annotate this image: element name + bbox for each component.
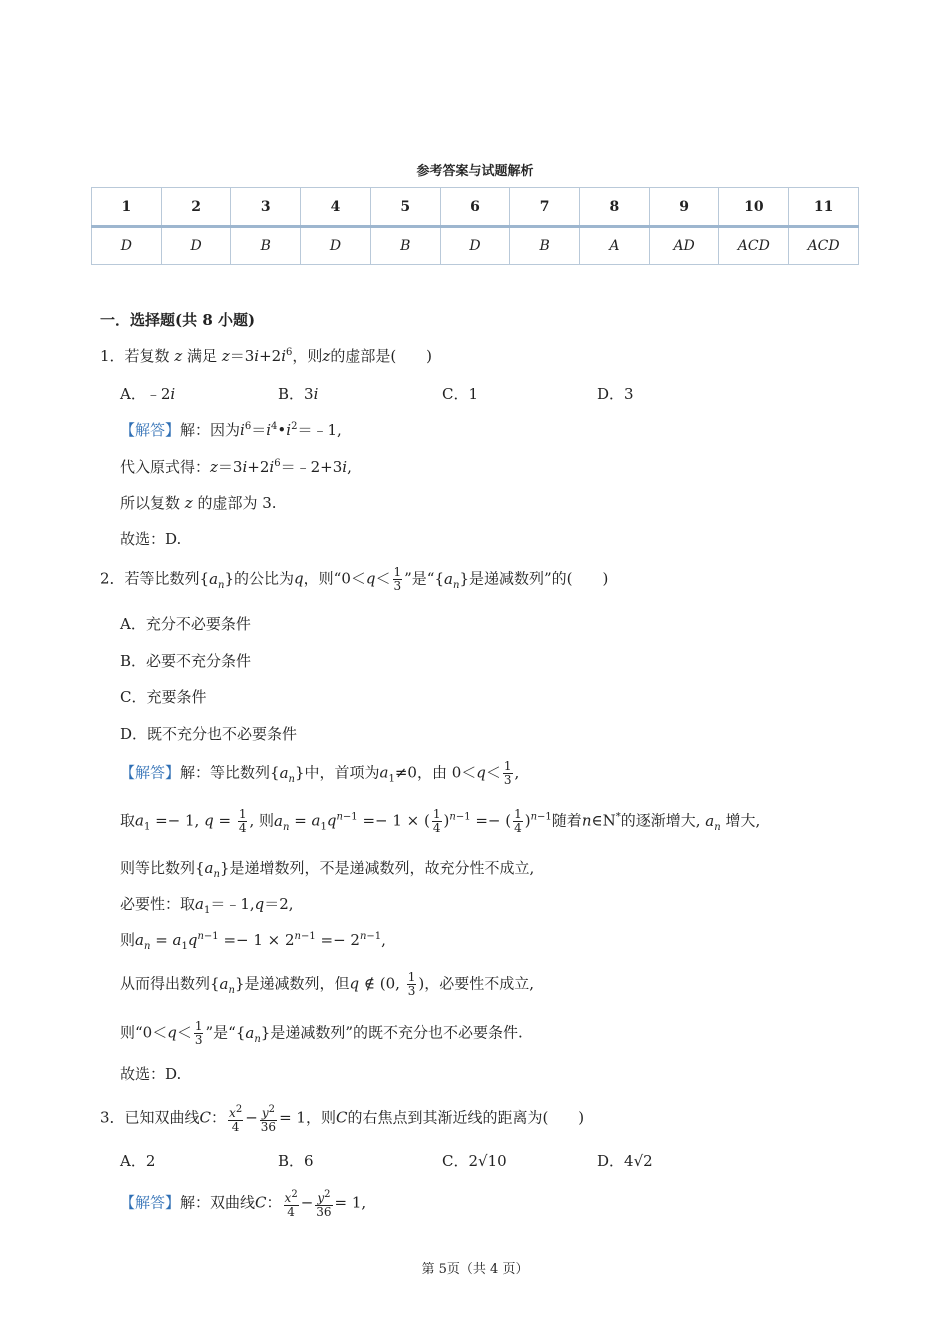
q2-stem-text: 2．若等比数列{ [100,569,210,588]
q2-option-b: B．必要不充分条件 [120,652,252,670]
q1-solution-text: ＝﹣2+3 [280,458,343,476]
q2-solution-text: }是递增数列，不是递减数列，故充分性不成立, [219,859,535,877]
q2-solution-text: }中，首项为 [294,763,380,782]
q2-solution-line-1: 【解答】解：等比数列$\{a_n\}$中，首项为$a_1\ne 0$，由 0＜q＜ $\frac{1}{3}$ , [120,759,520,787]
fraction-one-quarter: $\frac{1}{4}$ [432,807,441,835]
q2-solution-text: }是递减数列”的既不充分也不必要条件. [260,1023,523,1042]
answer-cell: A [580,227,650,265]
q2-solution-text: 增大, [725,811,761,830]
q2-solution-text: ∈N [591,811,616,830]
q1-option-text: B．3 [278,385,314,403]
header-cell: 3 [231,188,301,227]
answer-cell: D [92,227,162,265]
q3-option-a: A．2 [120,1152,156,1170]
q1-solution-text: 所以复数 [120,494,181,512]
fraction-y2-over-36: $\frac{y^2}{36}$ [260,1104,277,1134]
fraction-x2-over-4: $\frac{x^2}{4}$ [284,1189,298,1219]
q1-solution-text: 代入原式得： [120,458,211,476]
answer-cell: ACD [719,227,789,265]
fraction-y2-over-36: $\frac{y^2}{36}$ [316,1189,332,1219]
q1-solution-line-3: 所以复数 z 的虚部为 3. [120,494,277,512]
answer-cell: D [161,227,231,265]
solution-tag: 【解答】 [120,1193,181,1212]
question-2-stem: 2．若等比数列$\{a_n\}$的公比为q，则“0＜q＜ $\frac{1}{3}$ ”是“$\{a_n\}$是递减数列”的( ) [100,565,609,593]
q3-stem-text: 3．已知双曲线 [100,1108,200,1127]
answer-cell: ACD [789,227,859,265]
answer-table-header-row [92,188,859,227]
q2-solution-line-8: 故选：D. [120,1065,182,1083]
fraction-x2-over-4: $\frac{x^2}{4}$ [229,1104,243,1134]
q2-solution-text: ＝﹣1, [210,895,255,913]
q3-solution-text: 解：双曲线 [180,1193,256,1212]
q2-solution-text: 随着 [551,811,582,830]
q3-stem-text: ，则 [305,1108,336,1127]
q2-solution-text: 则等比数列{ [120,859,205,877]
q1-option-b: B．3i [278,385,319,403]
solution-tag: 【解答】 [120,421,181,439]
question-3-stem: 3．已知双曲线C： $\frac{x^2}{4}$ − $\frac{y^2}{36}$ = 1，则C的右焦点到其渐近线的距离为( ) [100,1104,585,1134]
header-cell: 8 [580,188,650,227]
q1-option-text: A．﹣2 [120,385,171,403]
header-cell: 11 [789,188,859,227]
answer-table-value-row [92,227,859,265]
header-cell: 4 [301,188,371,227]
q2-solution-text: ＜ [176,1023,192,1042]
fraction-one-third: $\frac{1}{3}$ [407,970,416,998]
fraction-one-third: $\frac{1}{3}$ [503,759,512,787]
fraction-one-third: $\frac{1}{3}$ [194,1019,203,1047]
q2-solution-line-3: 则等比数列$\{a_n\}$是递增数列，不是递减数列，故充分性不成立, [120,859,535,880]
q2-option-d: D．既不充分也不必要条件 [120,725,298,743]
q3-option-d: D．4√2 [597,1152,653,1170]
q1-option-d: D．3 [597,385,634,403]
q2-solution-line-6: 从而得出数列$\{a_n\}$是递减数列，但q ∉ (0, $\frac{1}{3}$ )，必要性不成立, [120,970,534,998]
header-cell: 9 [649,188,719,227]
page-footer: 第 5页（共 4 页） [421,1262,529,1277]
q1-option-c: C．1 [442,385,479,403]
q2-solution-text: ”是“{ [205,1023,246,1042]
q2-stem-text: ”是“{ [404,569,445,588]
q1-solution-text: 解：因为 [180,421,241,439]
q2-option-c: C．充要条件 [120,688,207,706]
q1-solution-line-1: 【解答】解：因为$i^6=i^4•i^2=﹣1$, [120,421,342,439]
q2-solution-text: 从而得出数列{ [120,974,220,993]
q2-solution-text: 解：等比数列{ [180,763,280,782]
q1-stem-text: 的虚部是( ) [330,347,433,365]
q2-solution-line-7: 则“0＜q＜ $\frac{1}{3}$ ”是“$\{a_n\}$是递减数列”的既不充分也不必要条件. [120,1019,523,1047]
header-cell: 2 [161,188,231,227]
q2-solution-text: 则“0＜ [120,1023,168,1042]
q2-solution-text: ＝2, [264,895,294,913]
question-1-stem: 1．若复数 z 满足 $z=3i+2i^6$，则z的虚部是( ) [100,347,433,365]
q2-solution-text: }是递减数列，但 [234,974,350,993]
header-cell: 6 [440,188,510,227]
q1-solution-text: 的虚部为 3. [197,494,277,512]
q2-solution-text: 则 [120,931,136,949]
q1-stem-text: 1．若复数 [100,347,170,365]
q2-solution-line-2: 取$a_1 =- 1$, q = $\frac{1}{4}$ , 则$a_n = a_1q^{n-1} =- 1$ × ( $\frac{1}{4}$ )$^{n-1}$ =− ( $\frac{1}{4}$ )$^{n-1}$随着n∈N*的逐渐增大, $a_n$ 增大, [120,807,761,835]
fraction-one-quarter: $\frac{1}{4}$ [514,807,522,835]
q1-option-a: A．﹣2i [120,385,176,403]
q2-option-a: A．充分不必要条件 [120,615,251,633]
q2-stem-text: }是递减数列”的( ) [459,569,609,588]
q1-solution-line-2: 代入原式得：$z=3i+2i^6=﹣2+3i$, [120,458,352,476]
q2-stem-text: }的公比为 [224,569,295,588]
q2-solution-text: 的逐渐增大, [620,811,701,830]
answer-cell: AD [649,227,719,265]
answer-cell: B [370,227,440,265]
q2-solution-text: ≠0，由 0＜ [394,763,477,782]
header-cell: 5 [370,188,440,227]
solution-tag: 【解答】 [120,763,181,782]
q2-solution-text: 必要性：取 [120,895,196,913]
answer-cell: B [510,227,580,265]
section-title: 一．选择题(共 8 小题) [100,311,256,329]
q1-stem-text: ，则 [292,347,323,365]
answer-table [91,187,859,265]
q1-stem-text: 满足 [187,347,218,365]
header-cell: 7 [510,188,580,227]
q3-stem-text: 的右焦点到其渐近线的距离为( ) [347,1108,585,1127]
header-cell: 1 [92,188,162,227]
q3-option-c: C．2√10 [442,1152,507,1170]
q2-solution-text: 取 [120,811,136,830]
fraction-one-third: $\frac{1}{3}$ [393,565,402,593]
answer-cell: D [301,227,371,265]
header-cell: 10 [719,188,789,227]
q2-stem-text: ，则“0＜ [303,569,366,588]
q1-solution-text: ＝﹣1, [297,421,342,439]
q2-solution-text: ，必要性不成立, [424,974,534,993]
q3-solution-line-1: 【解答】解：双曲线C： $\frac{x^2}{4}$ − $\frac{y^2}{36}$ = 1, [120,1189,367,1219]
page-title: 参考答案与试题解析 [416,164,534,179]
q2-solution-line-4: 必要性：取$a_1=﹣1,q=2$, [120,895,294,916]
q2-solution-text: ＜ [485,763,501,782]
answer-cell: D [440,227,510,265]
q1-solution-line-4: 故选：D. [120,530,182,548]
q3-option-b: B．6 [278,1152,314,1170]
q2-solution-line-5: 则$a_n = a_1q^{n-1} =- 1 \times 2^{n-1} =- 2^{n-1}$, [120,931,386,952]
q2-stem-text: ＜ [375,569,391,588]
fraction-one-quarter: $\frac{1}{4}$ [238,807,247,835]
answer-cell: B [231,227,301,265]
